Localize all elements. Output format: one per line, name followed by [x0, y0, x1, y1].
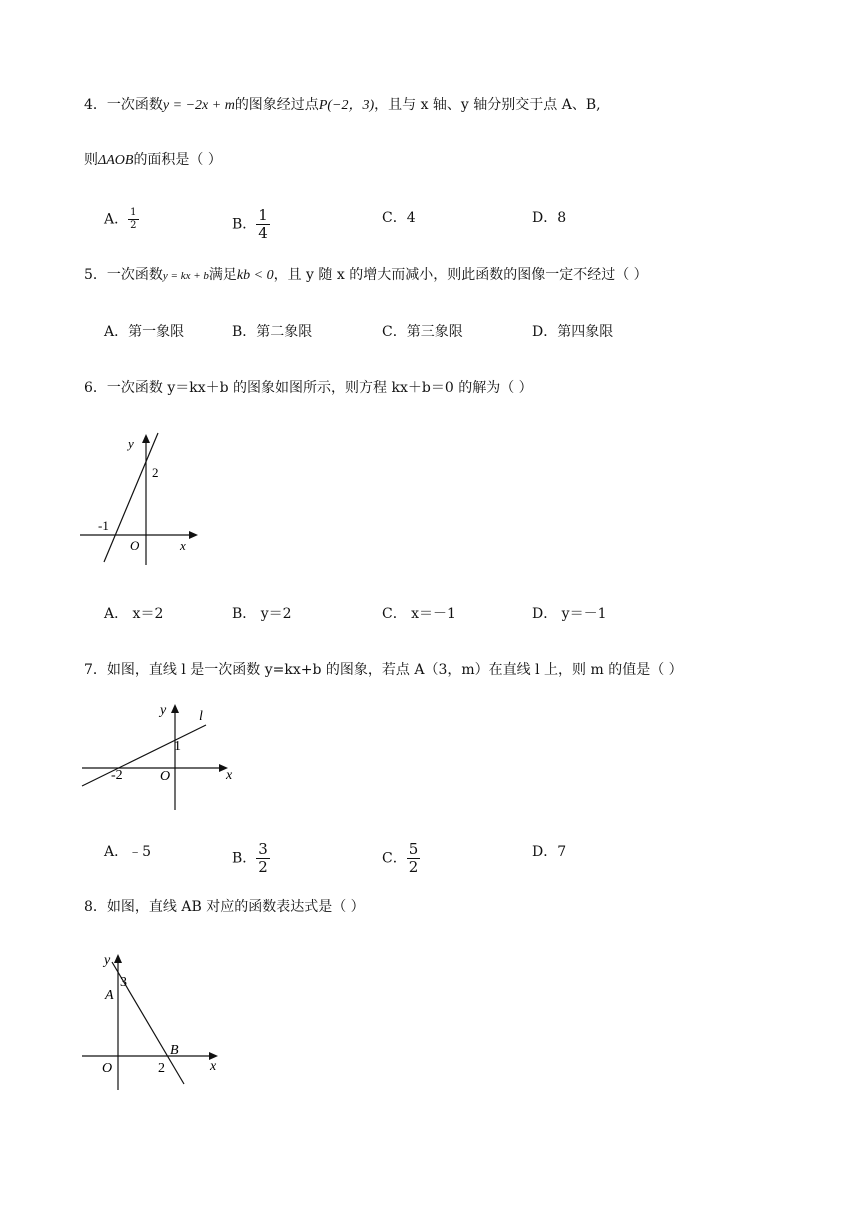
q5-number: 5． — [84, 267, 107, 283]
fraction: $\frac{1}{4}$ — [258, 206, 268, 242]
q6-stem: 6．一次函数 y＝kx＋b 的图象如图所示，则方程 kx＋b＝0 的解为（ ） — [84, 380, 533, 396]
q5-option-a[interactable]: A．第一象限 — [104, 324, 185, 340]
q6-option-d[interactable]: D． y＝－1 — [532, 606, 607, 622]
q4-option-c[interactable]: C．4 — [382, 210, 416, 226]
q8-graph — [78, 948, 228, 1093]
fraction: $\frac{5}{2}$ — [408, 840, 419, 876]
q5-option-c[interactable]: C．第三象限 — [382, 324, 463, 340]
q7-origin-label: O — [160, 769, 171, 784]
q6-y-arrow-icon — [142, 434, 150, 443]
q7-option-a[interactable]: A．﹣5 — [104, 844, 152, 860]
q4-point: P(−2，3) — [318, 98, 375, 113]
q7-x-intercept-label: -2 — [111, 768, 123, 783]
q6-origin-label: O — [130, 538, 140, 553]
fraction: $\frac{1}{2}$ — [130, 207, 137, 231]
q8-point-b-label: B — [170, 1043, 179, 1058]
q4-option-d[interactable]: D．8 — [532, 210, 567, 226]
q6-x-label: x — [180, 538, 186, 553]
q7-y-arrow-icon — [171, 704, 179, 713]
q8-x-label: x — [210, 1059, 217, 1074]
q6-option-c[interactable]: C． x＝－1 — [382, 606, 456, 622]
q7-option-b[interactable]: B． $\frac{3}{2}$ — [232, 840, 268, 876]
q5-stem: 5．一次函数y = kx + b满足kb < 0，且 y 随 x 的增大而减小，则此函数的图像一定不经过（ ） — [84, 267, 648, 283]
q7-function-line — [82, 725, 206, 786]
q8-x-intercept-label: 2 — [158, 1061, 165, 1076]
q7-x-label: x — [226, 768, 233, 783]
q6-x-intercept-label: -1 — [98, 518, 109, 533]
q7-y-label: y — [160, 703, 167, 718]
q6-option-b[interactable]: B． y＝2 — [232, 606, 292, 622]
q4-number: 4． — [84, 97, 107, 113]
q8-stem: 8．如图，直线 AB 对应的函数表达式是（ ） — [84, 899, 365, 915]
q8-y-intercept-label: 3 — [120, 975, 127, 990]
q4-option-b[interactable]: B． $\frac{1}{4}$ — [232, 206, 268, 242]
fraction: $\frac{3}{2}$ — [258, 840, 268, 876]
q7-option-c[interactable]: C． $\frac{5}{2}$ — [382, 840, 419, 876]
q5-equation: y = kx + b — [162, 270, 209, 282]
q5-option-d[interactable]: D．第四象限 — [532, 324, 614, 340]
q8-y-label: y — [104, 953, 111, 968]
q4-option-a[interactable]: A． $\frac{1}{2}$ — [104, 207, 137, 231]
q6-option-a[interactable]: A． x＝2 — [104, 606, 164, 622]
q4-stem-line1: 4．一次函数y = −2x + m的图象经过点P(−2，3)，且与 x 轴、y 轴分别交于点 A、B, — [84, 97, 601, 113]
q6-x-arrow-icon — [189, 531, 198, 539]
q4-stem-line2: 则ΔAOB的面积是（ ） — [84, 152, 222, 168]
q8-origin-label: O — [102, 1061, 113, 1076]
q6-y-intercept-label: 2 — [152, 465, 159, 480]
q7-graph — [80, 700, 240, 815]
q7-line-label: l — [199, 709, 203, 724]
q7-y-intercept-label: 1 — [174, 739, 181, 754]
q8-point-a-label: A — [105, 988, 114, 1003]
q5-option-b[interactable]: B．第二象限 — [232, 324, 313, 340]
q4-triangle: ΔAOB — [98, 153, 134, 168]
q7-stem: 7．如图，直线 l 是一次函数 y=kx+b 的图象，若点 A（3，m）在直线 l 上，则 m 的值是（ ） — [84, 662, 683, 678]
q7-option-d[interactable]: D．7 — [532, 844, 567, 860]
q6-graph — [76, 430, 206, 570]
q4-equation: y = −2x + m — [162, 98, 235, 113]
q6-y-label: y — [128, 436, 134, 451]
q5-condition: kb < 0 — [236, 268, 274, 283]
q8-y-arrow-icon — [114, 954, 122, 963]
